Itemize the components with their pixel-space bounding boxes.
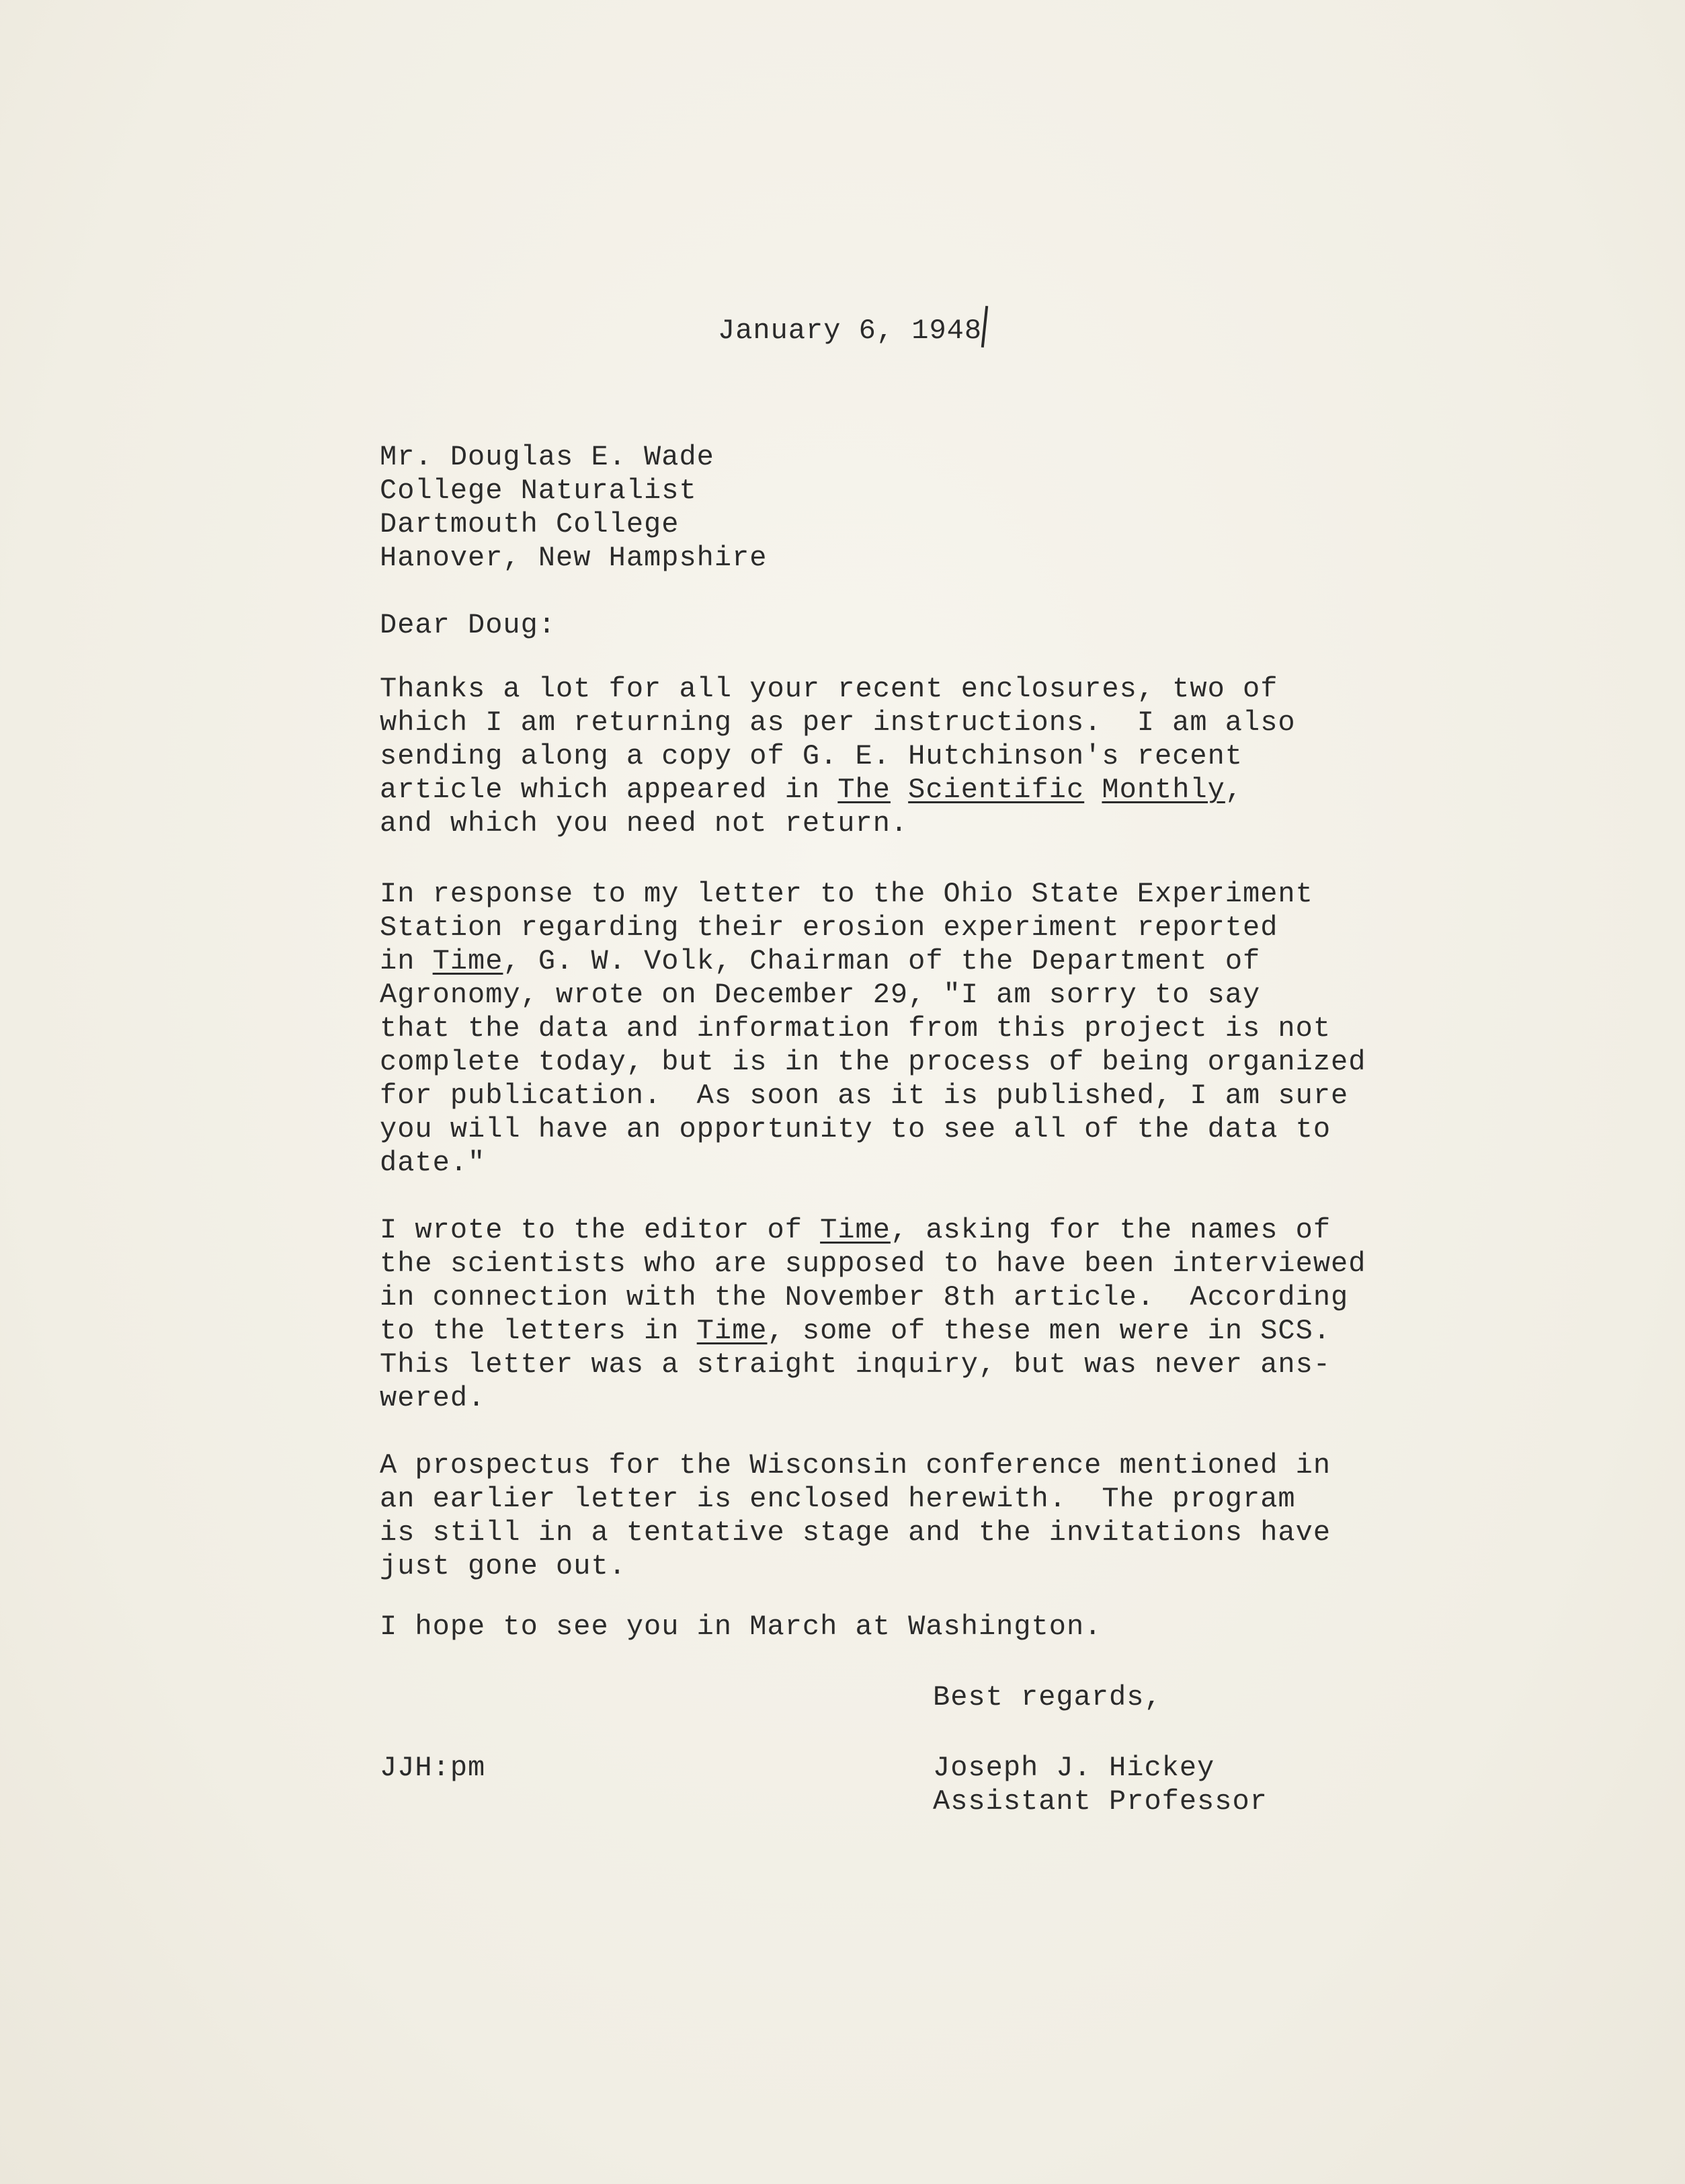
underlined-title-word: Scientific xyxy=(908,774,1085,806)
text-line: date." xyxy=(380,1147,486,1179)
signer-name: Joseph J. Hickey xyxy=(933,1752,1215,1784)
paragraph-2 xyxy=(380,877,1366,1180)
text-line: In response to my letter to the Ohio State Experiment xyxy=(380,878,1313,910)
underlined-title-word: The xyxy=(837,774,891,806)
recipient-name: Mr. Douglas E. Wade xyxy=(380,441,714,473)
text-line xyxy=(380,773,1296,807)
text-line: Station regarding their erosion experiment reported xyxy=(380,912,1278,944)
paragraph-3 xyxy=(380,1213,1366,1415)
text-line xyxy=(380,1314,1366,1348)
text-run: article which appeared in xyxy=(380,774,838,806)
text-line: the scientists who are supposed to have been interviewed xyxy=(380,1248,1366,1280)
text-line: that the data and information from this project is not xyxy=(380,1012,1331,1045)
handwritten-bracket-mark xyxy=(981,306,988,348)
text-line: I hope to see you in March at Washington. xyxy=(380,1611,1102,1643)
underlined-title-word: Time xyxy=(432,945,503,977)
text-line xyxy=(380,1213,1366,1247)
paragraph-1 xyxy=(380,672,1296,840)
text-run: , G. W. Volk, Chairman of the Department of xyxy=(503,945,1261,977)
text-line: and which you need not return. xyxy=(380,807,909,840)
underlined-title-word: Time xyxy=(820,1214,891,1246)
reference-initials: JJH:pm xyxy=(380,1752,486,1784)
text-line: wered. xyxy=(380,1382,486,1414)
text-run: , asking for the names of xyxy=(890,1214,1331,1246)
text-run xyxy=(891,774,908,806)
text-line: which I am returning as per instructions. I am also xyxy=(380,706,1296,739)
text-line: is still in a tentative stage and the invitations have xyxy=(380,1516,1331,1549)
paragraph-4 xyxy=(380,1449,1331,1583)
recipient-address xyxy=(380,440,768,575)
text-run: to the letters in xyxy=(380,1315,697,1347)
text-line: A prospectus for the Wisconsin conference mentioned in xyxy=(380,1449,1331,1482)
recipient-institution: Dartmouth College xyxy=(380,508,680,540)
text-line: sending along a copy of G. E. Hutchinson's recent xyxy=(380,740,1243,772)
text-line: you will have an opportunity to see all of the data to xyxy=(380,1113,1331,1145)
text-run xyxy=(1084,774,1102,806)
date-text: January 6, 1948 xyxy=(718,315,983,347)
text-line: an earlier letter is enclosed herewith. The program xyxy=(380,1483,1296,1515)
text-run: I wrote to the editor of xyxy=(380,1214,821,1246)
recipient-location: Hanover, New Hampshire xyxy=(380,542,768,574)
salutation: Dear Doug: xyxy=(380,609,557,641)
text-line xyxy=(380,944,1366,978)
text-line: just gone out. xyxy=(380,1550,626,1582)
text-line: for publication. As soon as it is published, I am sure xyxy=(380,1080,1349,1112)
recipient-title: College Naturalist xyxy=(380,475,697,507)
text-line: in connection with the November 8th article. According xyxy=(380,1281,1349,1313)
text-line: complete today, but is in the process of being organized xyxy=(380,1046,1366,1078)
signer-title: Assistant Professor xyxy=(933,1785,1268,1818)
closing: Best regards, xyxy=(933,1681,1162,1713)
paragraph-5 xyxy=(380,1610,1102,1644)
text-line: Agronomy, wrote on December 29, "I am sorry to say xyxy=(380,979,1261,1011)
text-run: in xyxy=(380,945,433,977)
text-line: Thanks a lot for all your recent enclosures, two of xyxy=(380,673,1278,705)
underlined-title-word: Time xyxy=(696,1315,768,1347)
letter-date xyxy=(718,306,986,348)
underlined-title-word: Monthly xyxy=(1102,774,1225,806)
text-run: , xyxy=(1225,774,1243,806)
text-line: This letter was a straight inquiry, but was never ans- xyxy=(380,1348,1331,1381)
text-run: , some of these men were in SCS. xyxy=(767,1315,1331,1347)
signature-block xyxy=(933,1751,1268,1818)
